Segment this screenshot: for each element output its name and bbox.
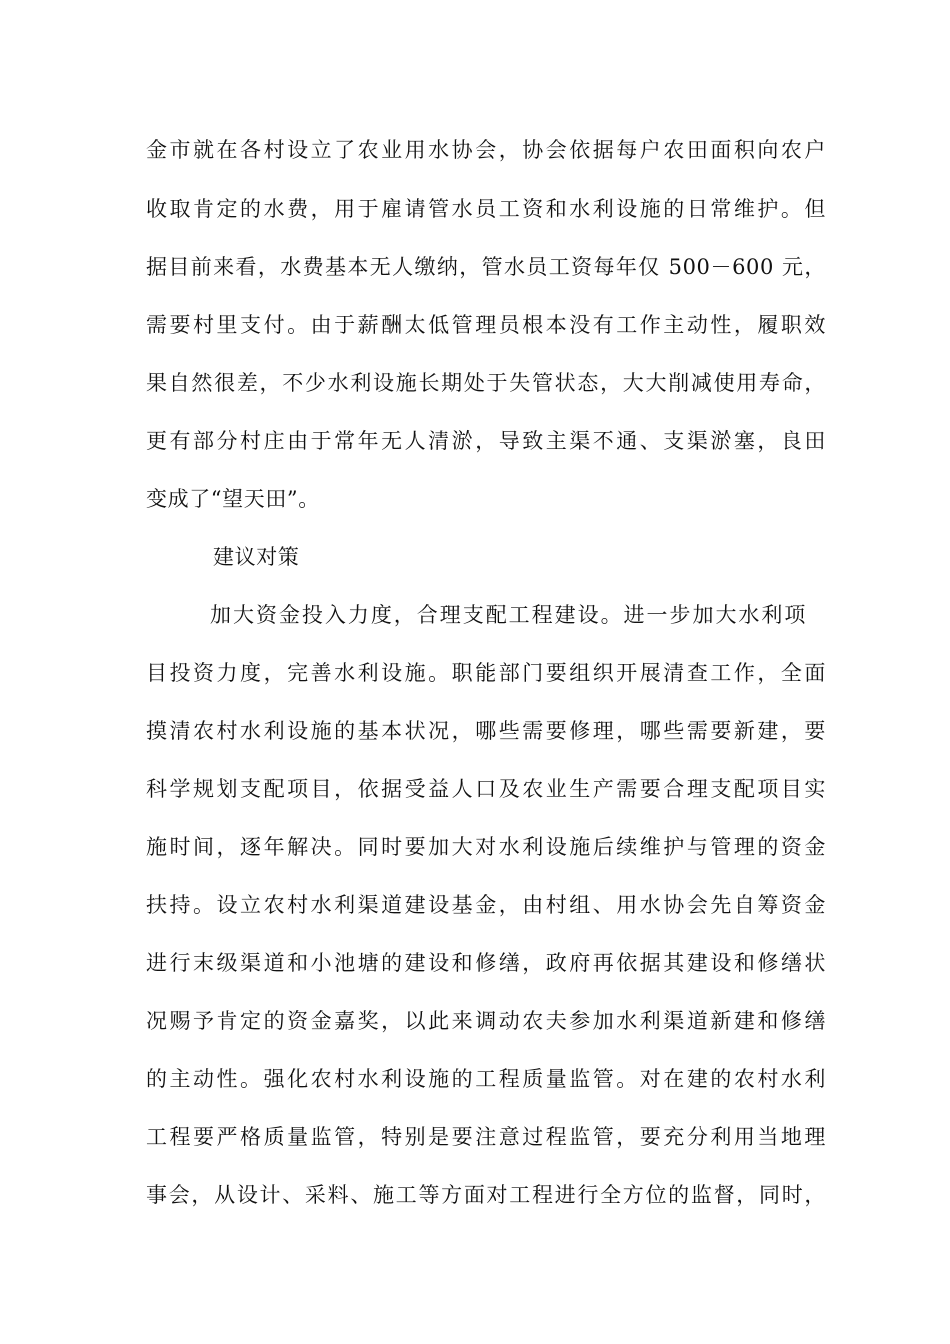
paragraph-2-line-4: 科学规划支配项目，依据受益人口及农业生产需要合理支配项目实 — [146, 777, 826, 801]
paragraph-2-line-5: 施时间，逐年解决。同时要加大对水利设施后续维护与管理的资金 — [146, 835, 826, 859]
paragraph-2-line-8: 况赐予肯定的资金嘉奖，以此来调动农夫参加水利渠道新建和修缮 — [146, 1009, 826, 1033]
paragraph-1-line-7: 变成了“望天田”。 — [146, 487, 320, 511]
paragraph-1-line-6: 更有部分村庄由于常年无人清淤，导致主渠不通、支渠淤塞，良田 — [146, 429, 826, 453]
paragraph-2-line-11: 事会，从设计、采料、施工等方面对工程进行全方位的监督，同时， — [146, 1183, 826, 1207]
paragraph-2-line-6: 扶持。设立农村水利渠道建设基金，由村组、用水协会先自筹资金 — [146, 893, 826, 917]
paragraph-2-line-7: 进行末级渠道和小池塘的建设和修缮，政府再依据其建设和修缮状 — [146, 951, 826, 975]
paragraph-2-line-2: 目投资力度，完善水利设施。职能部门要组织开展清查工作，全面 — [146, 661, 826, 685]
paragraph-2-line-3: 摸清农村水利设施的基本状况，哪些需要修理，哪些需要新建，要 — [146, 719, 826, 743]
paragraph-2-line-9: 的主动性。强化农村水利设施的工程质量监管。对在建的农村水利 — [146, 1067, 826, 1091]
paragraph-1-line-2: 收取肯定的水费，用于雇请管水员工资和水利设施的日常维护。但 — [146, 197, 826, 221]
paragraph-2-line-1: 加大资金投入力度，合理支配工程建设。进一步加大水利项 — [210, 603, 806, 627]
paragraph-1-line-3: 据目前来看，水费基本无人缴纳，管水员工资每年仅 500－600 元， — [146, 255, 826, 279]
paragraph-1-line-5: 果自然很差，不少水利设施长期处于失管状态，大大削减使用寿命， — [146, 371, 826, 395]
section-heading: 建议对策 — [213, 545, 300, 569]
paragraph-1-line-4: 需要村里支付。由于薪酬太低管理员根本没有工作主动性，履职效 — [146, 313, 826, 337]
paragraph-1-line-1: 金市就在各村设立了农业用水协会，协会依据每户农田面积向农户 — [146, 138, 826, 162]
paragraph-2-line-10: 工程要严格质量监管，特别是要注意过程监管，要充分利用当地理 — [146, 1125, 826, 1149]
